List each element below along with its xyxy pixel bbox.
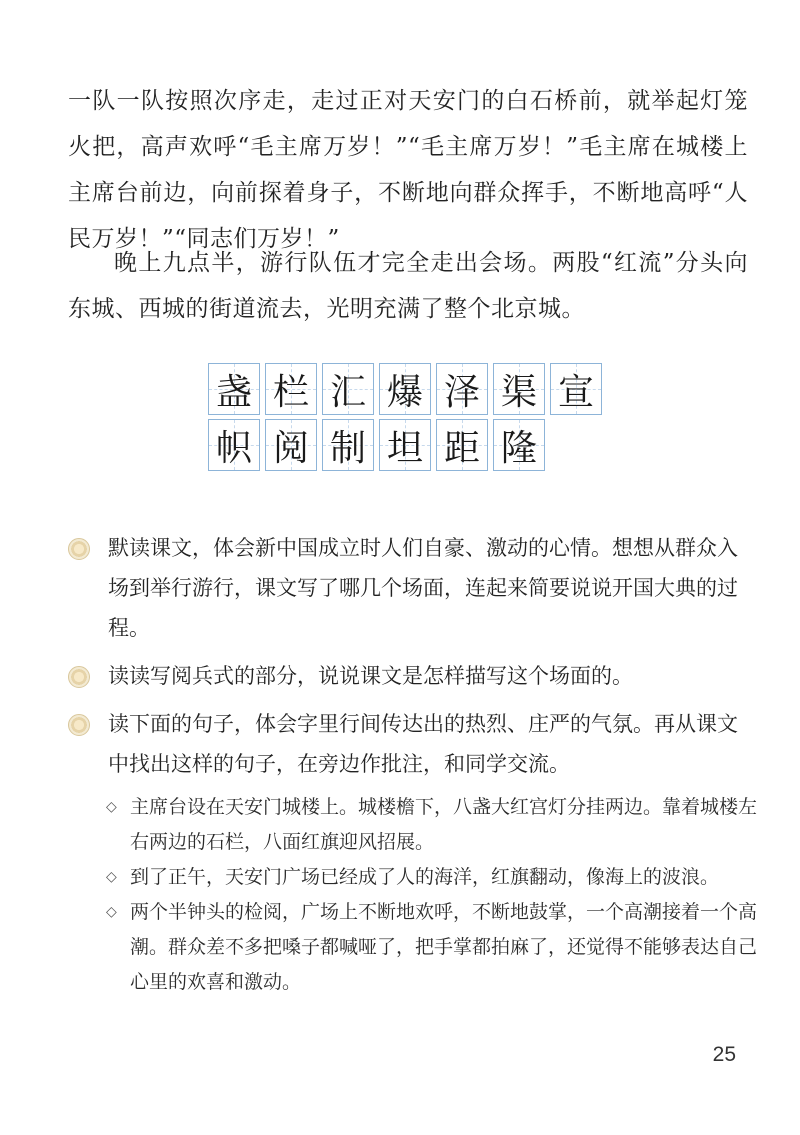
character-cell: [208, 363, 260, 415]
character-cell: [493, 419, 545, 471]
character: 阅: [272, 427, 309, 469]
question-bullet-icon: [68, 666, 90, 688]
character: 渠: [500, 371, 537, 413]
character: 坦: [386, 427, 423, 469]
character: 距: [443, 427, 480, 469]
example-sentence: [106, 790, 758, 860]
character-cell: [436, 419, 488, 471]
character-cell: [265, 363, 317, 415]
example-sentence: [106, 860, 758, 895]
question-2: [68, 656, 758, 696]
vocabulary-character-grid: [208, 363, 607, 475]
example-text: 到了正午，天安门广场已经成了人的海洋，红旗翻动，像海上的波浪。: [130, 866, 720, 888]
character: 宣: [557, 371, 594, 413]
question-bullet-icon: [68, 538, 90, 560]
question-text: 读读写阅兵式的部分，说说课文是怎样描写这个场面的。: [108, 664, 633, 688]
character-cell: [208, 419, 260, 471]
character: 爆: [386, 371, 423, 413]
character-grid-row-2: [208, 419, 607, 475]
question-bullet-icon: [68, 714, 90, 736]
example-text: 两个半钟头的检阅，广场上不断地欢呼，不断地鼓掌，一个高潮接着一个高潮。群众差不多把嗓子都喊哑了，把手掌都拍麻了，还觉得不能够表达自己心里的欢喜和激动。: [130, 901, 758, 993]
character-cell: [265, 419, 317, 471]
example-sentence: [106, 895, 758, 1000]
question-text: 默读课文，体会新中国成立时人们自豪、激动的心情。想想从群众入场到举行游行，课文写了哪几个场面，连起来简要说说开国大典的过程。: [108, 536, 738, 640]
character-cell: [493, 363, 545, 415]
passage-paragraph-2-block: [68, 240, 748, 332]
page-number: 25: [712, 1043, 736, 1066]
question-3: [68, 704, 758, 784]
character: 隆: [500, 427, 537, 469]
passage-paragraph-1-block: [68, 78, 748, 262]
passage-paragraph-2: 晚上九点半，游行队伍才完全走出会场。两股“红流”分头向东城、西城的街道流去，光明充满了整个北京城。: [68, 250, 748, 322]
exercise-questions: [68, 528, 758, 1000]
character-cell: [550, 363, 602, 415]
passage-paragraph-1: 一队一队按照次序走，走过正对天安门的白石桥前，就举起灯笼火把，高声欢呼“毛主席万岁！”“毛主席万岁！”毛主席在城楼上主席台前边，向前探着身子，不断地向群众挥手，不断地高呼“人民万岁！”“同志们万岁！”: [68, 88, 748, 252]
character: 盏: [215, 371, 252, 413]
character-grid-row-1: [208, 363, 607, 419]
diamond-bullet-icon: ◇: [106, 904, 117, 920]
example-text: 主席台设在天安门城楼上。城楼檐下，八盏大红宫灯分挂两边。靠着城楼左右两边的石栏，八面红旗迎风招展。: [130, 796, 758, 853]
character: 泽: [443, 371, 480, 413]
diamond-bullet-icon: ◇: [106, 799, 117, 815]
character-cell: [379, 363, 431, 415]
character: 栏: [272, 371, 309, 413]
character-cell: [322, 419, 374, 471]
character: 帜: [215, 427, 252, 469]
character-cell: [322, 363, 374, 415]
example-sentences: [106, 790, 758, 1000]
character-cell: [436, 363, 488, 415]
question-1: [68, 528, 758, 648]
character-cell: [379, 419, 431, 471]
character: 汇: [329, 371, 366, 413]
question-text: 读下面的句子，体会字里行间传达出的热烈、庄严的气氛。再从课文中找出这样的句子，在旁边作批注，和同学交流。: [108, 712, 738, 776]
character: 制: [329, 427, 366, 469]
diamond-bullet-icon: ◇: [106, 869, 117, 885]
